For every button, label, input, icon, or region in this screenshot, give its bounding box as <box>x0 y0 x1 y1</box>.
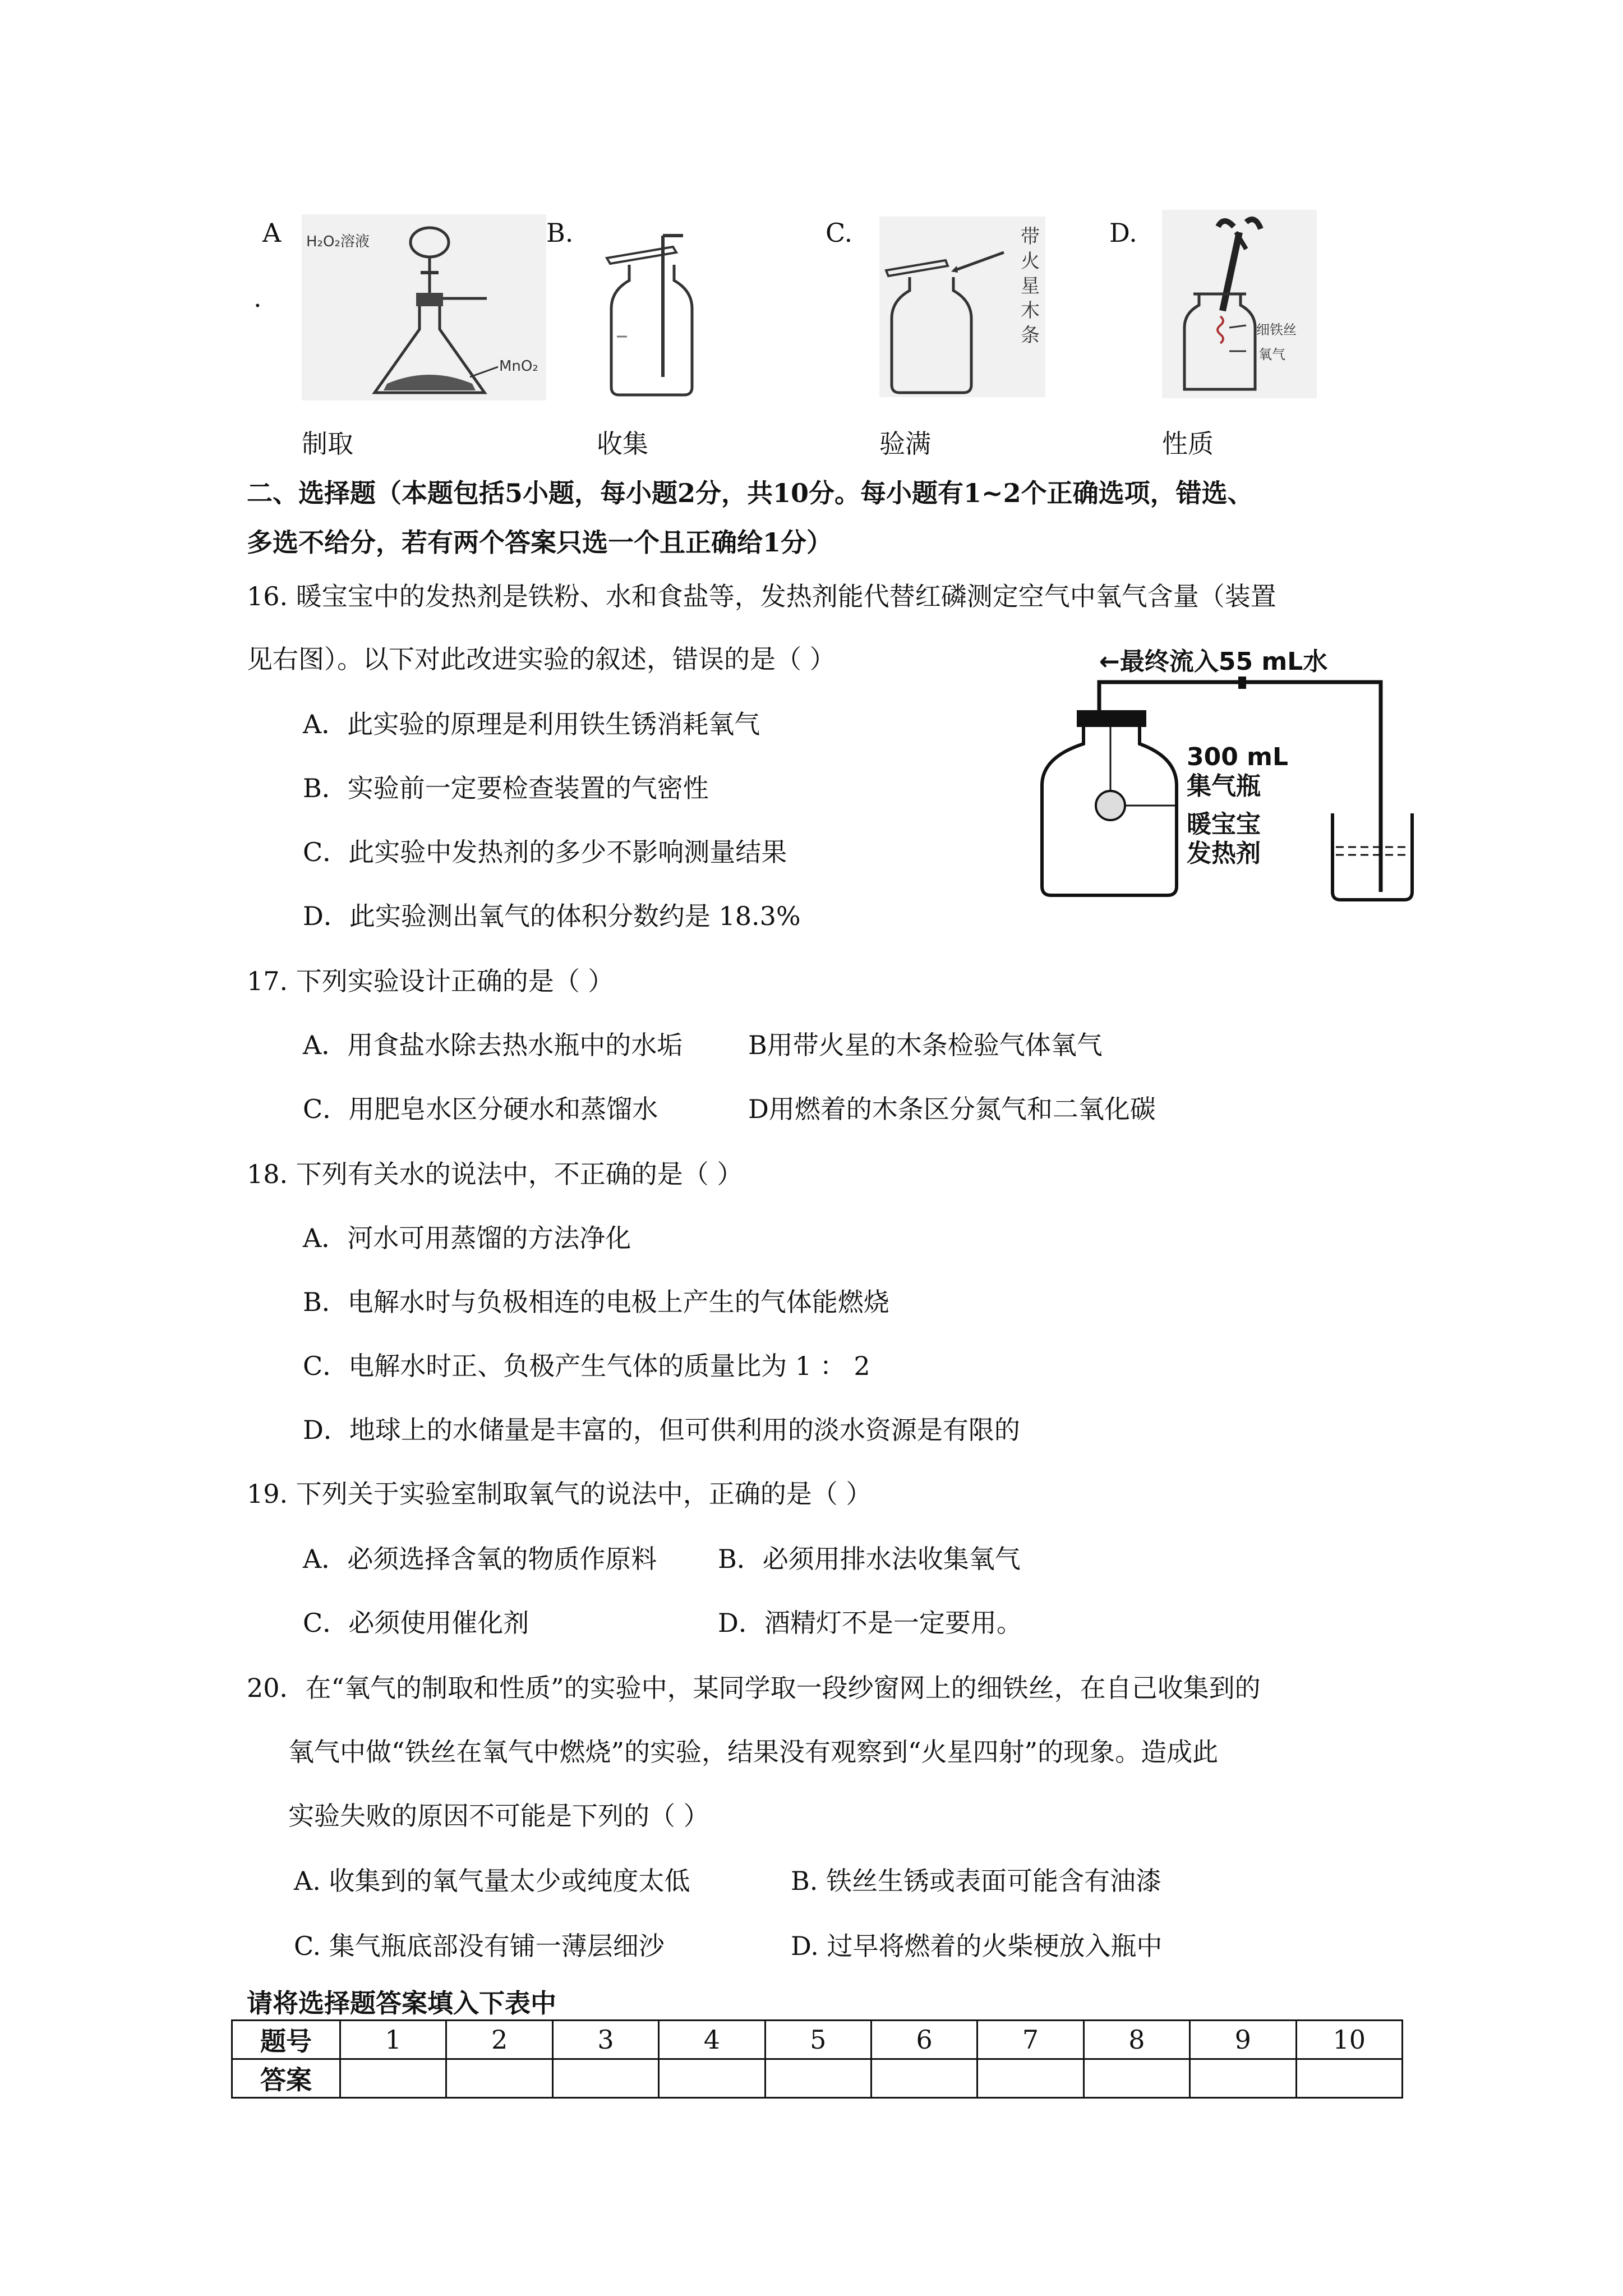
figure-a-letter: A <box>262 218 282 248</box>
figure-d-letter: D. <box>1109 218 1137 248</box>
q19-option-a: A．必须选择含氧的物质作原料 <box>303 1544 657 1574</box>
label-mno2: MnO₂ <box>499 358 538 375</box>
figure-a-image <box>302 214 546 401</box>
question-number-cell: 6 <box>871 2021 977 2059</box>
question-number-cell: 10 <box>1296 2021 1402 2059</box>
diagram-bottle-label-1: 300 mL <box>1187 743 1289 771</box>
q16-option-c: C．此实验中发热剂的多少不影响测量结果 <box>303 837 787 867</box>
answer-cell[interactable] <box>978 2059 1083 2098</box>
q18-stem: 18. 下列有关水的说法中，不正确的是（ ） <box>247 1159 743 1189</box>
answer-table-title: 请将选择题答案填入下表中 <box>247 1988 556 2018</box>
q20-option-a: A. 收集到的氧气量太少或纯度太低 <box>294 1866 690 1896</box>
answer-cell[interactable] <box>1296 2059 1402 2098</box>
q20-option-c: C. 集气瓶底部没有铺一薄层细沙 <box>294 1931 665 1961</box>
q20-stem-line1: 20．在“氧气的制取和性质”的实验中，某同学取一段纱窗网上的细铁丝，在自己收集到的 <box>247 1673 1261 1703</box>
caption-a: 制取 <box>302 429 353 459</box>
answer-table-answer-row <box>232 2059 1403 2098</box>
q17-option-a: A．用食盐水除去热水瓶中的水垢 <box>303 1030 683 1060</box>
row-header-answer: 答案 <box>232 2059 340 2098</box>
iron-wire-bottle-icon <box>1162 210 1317 398</box>
q18-option-a: A．河水可用蒸馏的方法净化 <box>303 1223 631 1253</box>
diagram-heater-label-2: 发热剂 <box>1187 839 1261 868</box>
label-oxygen: 氧气 <box>1258 347 1285 362</box>
q16-apparatus-diagram <box>1038 645 1419 909</box>
q19-option-d: D．酒精灯不是一定要用。 <box>718 1608 1022 1638</box>
q16-stem-line2: 见右图）。以下对此改进实验的叙述，错误的是（ ） <box>247 644 836 674</box>
figure-a-dot: . <box>253 283 262 313</box>
question-number-cell: 1 <box>340 2021 446 2059</box>
answer-table-number-row <box>232 2021 1403 2059</box>
question-number-cell: 5 <box>765 2021 871 2059</box>
question-number-cell: 8 <box>1083 2021 1189 2059</box>
figure-b-letter: B. <box>546 218 574 248</box>
diagram-bottle-label-2: 集气瓶 <box>1187 772 1261 800</box>
q20-option-d: D. 过早将燃着的火柴梗放入瓶中 <box>791 1931 1163 1961</box>
question-number-cell: 3 <box>552 2021 658 2059</box>
figure-c-letter: C. <box>826 218 853 248</box>
q20-stem-line2: 氧气中做“铁丝在氧气中燃烧”的实验，结果没有观察到“火星四射”的现象。造成此 <box>288 1737 1219 1767</box>
figure-d-image <box>1162 210 1317 398</box>
answer-cell[interactable] <box>552 2059 658 2098</box>
q17-option-b: B用带火星的木条检验气体氧气 <box>748 1030 1103 1060</box>
caption-d: 性质 <box>1162 429 1214 459</box>
label-glowing-splint: 带火星木条 <box>1021 226 1040 347</box>
section2-heading-line2: 多选不给分，若有两个答案只选一个且正确给1分） <box>247 527 833 558</box>
q19-option-b: B．必须用排水法收集氧气 <box>718 1544 1021 1574</box>
answer-cell[interactable] <box>1190 2059 1296 2098</box>
q16-stem-line1: 16. 暖宝宝中的发热剂是铁粉、水和食盐等，发热剂能代替红磷测定空气中氧气含量（装置 <box>247 581 1276 611</box>
row-header-number: 题号 <box>232 2021 340 2059</box>
q18-option-c: C．电解水时正、负极产生气体的质量比为 1 ： 2 <box>303 1351 870 1381</box>
diagram-top-label: ←最终流入55 mL水 <box>1099 647 1328 676</box>
q20-option-b: B. 铁丝生锈或表面可能含有油漆 <box>791 1866 1162 1896</box>
caption-b: 收集 <box>597 429 648 459</box>
answer-cell[interactable] <box>871 2059 977 2098</box>
figure-b-image <box>600 224 707 398</box>
question-number-cell: 4 <box>659 2021 765 2059</box>
question-number-cell: 2 <box>446 2021 552 2059</box>
question-number-cell: 9 <box>1190 2021 1296 2059</box>
label-h2o2: H₂O₂溶液 <box>306 233 370 250</box>
answer-cell[interactable] <box>765 2059 871 2098</box>
section2-heading-line1: 二、选择题（本题包括5小题，每小题2分，共10分。每小题有1~2个正确选项，错选、 <box>247 478 1253 508</box>
q18-option-d: D．地球上的水储量是丰富的，但可供利用的淡水资源是有限的 <box>303 1415 1020 1445</box>
q17-option-c: C．用肥皂水区分硬水和蒸馏水 <box>303 1094 658 1124</box>
diagram-heater-label-1: 暖宝宝 <box>1187 810 1261 839</box>
label-iron-wire: 细铁丝 <box>1256 322 1297 338</box>
q19-option-c: C．必须使用催化剂 <box>303 1608 529 1638</box>
answer-cell[interactable] <box>1083 2059 1189 2098</box>
q19-stem: 19. 下列关于实验室制取氧气的说法中，正确的是（ ） <box>247 1479 872 1509</box>
q18-option-b: B．电解水时与负极相连的电极上产生的气体能燃烧 <box>303 1287 889 1317</box>
q17-stem: 17. 下列实验设计正确的是（ ） <box>247 966 614 996</box>
q16-option-b: B．实验前一定要检查装置的气密性 <box>303 773 709 803</box>
gas-bottle-icon <box>600 224 707 398</box>
q16-option-d: D．此实验测出氧气的体积分数约是 18.3% <box>303 901 801 931</box>
figure-c-image <box>879 217 1045 397</box>
caption-c: 验满 <box>879 429 931 459</box>
answer-table <box>231 2019 1403 2099</box>
question-number-cell: 7 <box>978 2021 1083 2059</box>
q16-option-a: A．此实验的原理是利用铁生锈消耗氧气 <box>303 709 760 739</box>
q17-option-d: D用燃着的木条区分氮气和二氧化碳 <box>748 1094 1156 1124</box>
answer-cell[interactable] <box>659 2059 765 2098</box>
q20-stem-line3: 实验失败的原因不可能是下列的（ ） <box>288 1801 709 1831</box>
answer-cell[interactable] <box>340 2059 446 2098</box>
answer-cell[interactable] <box>446 2059 552 2098</box>
